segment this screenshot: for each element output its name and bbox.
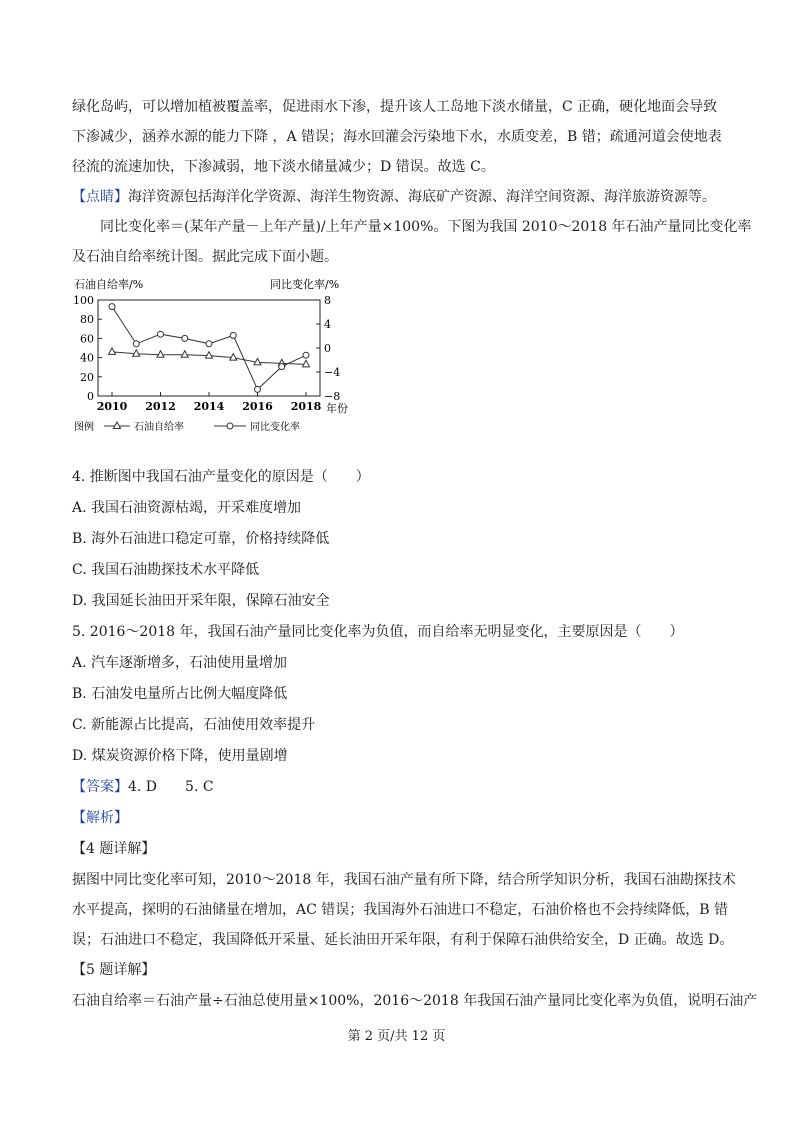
detail4-tag: 【4 题详解】: [72, 841, 156, 857]
intro-line: 同比变化率＝(某年产量－上年产量)/上年产量×100%。下图为我国 2010～2018 年石油产量同比变化率: [100, 219, 752, 235]
right-tick-label: 4: [324, 318, 331, 331]
data-point-triangle: [157, 351, 164, 358]
data-point-triangle: [303, 360, 310, 367]
data-point-circle: [158, 331, 164, 337]
right-tick-label: −4: [324, 366, 341, 379]
legend-label: 石油自给率: [134, 422, 184, 433]
oil-chart: [72, 278, 348, 456]
legend-title: 图例: [74, 422, 94, 433]
x-axis-title: 年份: [326, 402, 348, 415]
detail4-line: 误；石油进口不稳定，我国降低开采量、延长油田开采年限，有利于保障石油供给安全，D 正确。故选 D。: [72, 932, 734, 948]
data-point-circle: [109, 304, 115, 310]
data-point-triangle: [206, 352, 213, 359]
left-tick-label: 20: [80, 370, 94, 384]
data-point-triangle: [230, 354, 237, 361]
left-axis-title: 石油自给率/%: [74, 278, 144, 291]
series-line-2: [112, 307, 306, 390]
data-point-circle: [255, 386, 261, 392]
dianjing-text: 海洋资源包括海洋化学资源、海洋生物资源、海底矿产资源、海洋空间资源、海洋旅游资源等。: [128, 189, 716, 205]
left-tick-label: 100: [73, 294, 94, 307]
page-footer: 第 2 页/共 12 页: [347, 1029, 446, 1044]
q5-option-a: A. 汽车逐渐增多，石油使用量增加: [72, 655, 288, 671]
data-point-triangle: [181, 351, 188, 358]
detail4-line: 水平提高，探明的石油储量在增加，AC 错误；我国海外石油进口不稳定，石油价格也不会持续降低，B 错: [72, 902, 729, 918]
legend-label: 同比变化率: [250, 422, 300, 433]
x-tick-label: 2014: [193, 400, 225, 413]
data-point-circle: [133, 341, 139, 347]
data-point-triangle: [133, 350, 140, 357]
left-tick-label: 40: [80, 351, 94, 365]
q4-option-a: A. 我国石油资源枯竭，开采难度增加: [72, 500, 302, 516]
answer-text: 4. D 5. C: [128, 779, 214, 795]
right-tick-label: 8: [324, 294, 331, 307]
right-tick-label: −8: [324, 390, 341, 403]
legend-marker-circle: [227, 423, 233, 429]
paragraph-line: 下渗减少，涵养水源的能力下降 ，A 错误；海水回灌会污染地下水，水质变差，B 错；疏通河道会使地表: [72, 129, 722, 145]
x-tick-label: 2016: [242, 400, 273, 413]
intro-line: 及石油自给率统计图。据此完成下面小题。: [72, 249, 338, 265]
dianjing-line: [72, 182, 722, 212]
detail5-line: 石油自给率＝石油产量÷石油总使用量×100%，2016～2018 年我国石油产量同比变化率为负值，说明石油产: [72, 993, 758, 1009]
detail4-line: 据图中同比变化率可知，2010～2018 年，我国石油产量有所下降，结合所学知识分析，我国石油勘探技术: [72, 872, 736, 888]
paragraph-line: 径流的流速加快，下渗减弱，地下淡水储量减少；D 错误。故选 C。: [72, 159, 495, 175]
x-tick-label: 2010: [96, 400, 128, 413]
data-point-circle: [303, 352, 309, 358]
data-point-circle: [182, 335, 188, 341]
paragraph-line: 绿化岛屿，可以增加植被覆盖率，促进雨水下渗，提升该人工岛地下淡水储量，C 正确，硬化地面会导致: [72, 99, 718, 115]
left-tick-label: 60: [80, 332, 94, 346]
q5-stem: 5. 2016～2018 年，我国石油产量同比变化率为负值，而自给率无明显变化，主要原因是（ ）: [72, 624, 684, 640]
legend-marker-triangle: [114, 422, 121, 429]
x-tick-label: 2018: [290, 400, 322, 413]
answer-line: [72, 772, 722, 803]
document-page: [72, 92, 758, 1016]
q4-stem: 4. 推断图中我国石油产量变化的原因是（ ）: [72, 469, 370, 485]
data-point-triangle: [109, 348, 116, 355]
analysis-tag: 【解析】: [72, 810, 128, 826]
plot-frame: [98, 300, 320, 396]
dianjing-tag: 【点睛】: [72, 189, 128, 205]
right-tick-label: 0: [324, 342, 331, 355]
x-tick-label: 2012: [145, 400, 176, 413]
q5-option-d: D. 煤炭资源价格下降，使用量剧增: [72, 748, 288, 764]
q5-option-b: B. 石油发电量所占比例大幅度降低: [72, 686, 288, 702]
q4-option-d: D. 我国延长油田开采年限，保障石油安全: [72, 593, 330, 609]
chart-container: [72, 278, 722, 456]
detail5-tag: 【5 题详解】: [72, 962, 156, 978]
data-point-circle: [206, 341, 212, 347]
answer-tag: 【答案】: [72, 779, 128, 795]
q4-option-c: C. 我国石油勘探技术水平降低: [72, 562, 260, 578]
data-point-circle: [230, 332, 236, 338]
data-point-circle: [279, 364, 285, 370]
left-tick-label: 80: [80, 313, 94, 327]
right-axis-title: 同比变化率/%: [270, 278, 340, 291]
left-tick-label: 0: [87, 390, 94, 403]
q4-option-b: B. 海外石油进口稳定可靠，价格持续降低: [72, 531, 330, 547]
q5-option-c: C. 新能源占比提高，石油使用效率提升: [72, 717, 316, 733]
